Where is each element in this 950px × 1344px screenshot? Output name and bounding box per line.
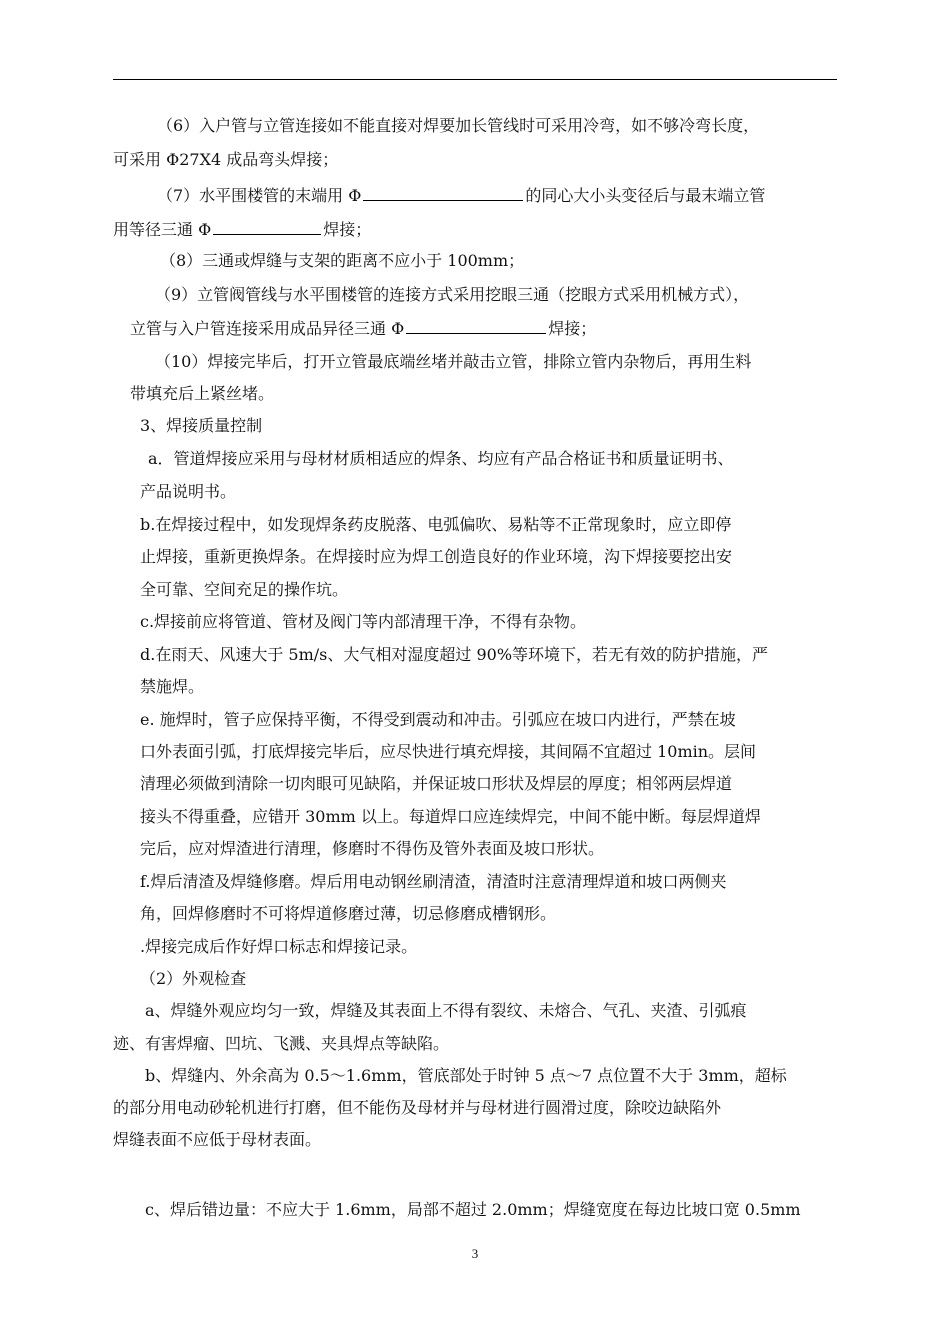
text-line: 角，回焊修磨时不可将焊道修磨过薄，切忌修磨成槽钢形。	[140, 904, 557, 923]
text-line: （6）入户管与立管连接如不能直接对焊要加长管线时可采用冷弯，如不够冷弯长度，	[157, 116, 760, 135]
text-line: （9）立管阀管线与水平围楼管的连接方式采用挖眼三通（挖眼方式采用机械方式），	[155, 285, 750, 304]
text-line: 禁施焊。	[140, 677, 205, 696]
text-line-with-blank	[130, 318, 596, 338]
text-line: c.焊接前应将管道、管材及阀门等内部清理干净，不得有杂物。	[140, 612, 587, 631]
text-segment: 的同心大小头变径后与最末端立管	[525, 186, 766, 205]
text-line: a．管道焊接应采用与母材材质相适应的焊条、均应有产品合格证书和质量证明书、	[148, 449, 734, 468]
page-number: 3	[471, 1246, 479, 1261]
text-line: e. 施焊时，管子应保持平衡，不得受到震动和冲击。引弧应在坡口内进行，严禁在坡	[140, 710, 736, 729]
text-line: （8）三通或焊缝与支架的距离不应小于 100mm；	[160, 251, 525, 270]
fill-in-blank	[406, 318, 546, 334]
fill-in-blank	[363, 185, 523, 201]
text-line-with-blank	[113, 219, 371, 239]
text-line: 迹、有害焊瘤、凹坑、飞溅、夹具焊点等缺陷。	[113, 1034, 450, 1053]
text-line: d.在雨天、风速大于 5m/s、大气相对湿度超过 90%等环境下，若无有效的防护措施，严	[140, 645, 769, 664]
text-line: 带填充后上紧丝堵。	[130, 384, 275, 403]
text-line: f.焊后清渣及焊缝修磨。焊后用电动钢丝刷清渣，清渣时注意清理焊道和坡口两侧夹	[140, 872, 727, 891]
header-rule	[113, 79, 837, 80]
fill-in-blank	[213, 219, 321, 235]
text-line: 接头不得重叠，应错开 30mm 以上。每道焊口应连续焊完，中间不能中断。每层焊道焊	[140, 807, 761, 826]
text-line: 全可靠、空间充足的操作坑。	[140, 580, 349, 599]
subsection-heading: （2）外观检查	[140, 969, 247, 988]
text-line: 可采用 Φ27X4 成品弯头焊接；	[113, 150, 339, 169]
text-line-with-blank	[157, 185, 765, 205]
text-segment: 立管与入户管连接采用成品异径三通 Φ	[130, 319, 405, 338]
text-segment: （7）水平围楼管的末端用 Φ	[157, 186, 362, 205]
text-line: 清理必须做到清除一切肉眼可见缺陷，并保证坡口形状及焊层的厚度；相邻两层焊道	[140, 774, 733, 793]
text-line: （10）焊接完毕后，打开立管最底端丝堵并敲击立管，排除立管内杂物后，再用生料	[155, 352, 752, 371]
text-segment: 用等径三通 Φ	[113, 220, 212, 239]
text-line: 焊缝表面不应低于母材表面。	[113, 1130, 322, 1149]
text-segment: 焊接；	[323, 220, 372, 239]
text-line: 口外表面引弧，打底焊接完毕后，应尽快进行填充焊接，其间隔不宜超过 10min。层间	[140, 742, 757, 761]
text-line: 完后，应对焊渣进行清理，修磨时不得伤及管外表面及坡口形状。	[140, 839, 605, 858]
text-line: b.在焊接过程中，如发现焊条药皮脱落、电弧偏吹、易粘等不正常现象时，应立即停	[140, 515, 732, 534]
text-line: .焊接完成后作好焊口标志和焊接记录。	[140, 937, 418, 956]
text-line: 的部分用电动砂轮机进行打磨，但不能伤及母材并与母材进行圆滑过度，除咬边缺陷外	[113, 1098, 722, 1117]
text-line: 止焊接，重新更换焊条。在焊接时应为焊工创造良好的作业环境，沟下焊接要挖出安	[140, 547, 733, 566]
text-line: a、焊缝外观应均匀一致，焊缝及其表面上不得有裂纹、未熔合、气孔、夹渣、引弧痕	[145, 1001, 747, 1020]
text-line: 产品说明书。	[140, 482, 237, 501]
text-segment: 焊接；	[548, 319, 597, 338]
text-line: b、焊缝内、外余高为 0.5～1.6mm，管底部处于时钟 5 点～7 点位置不大于 3mm，超标	[145, 1066, 787, 1085]
text-line: c、焊后错边量：不应大于 1.6mm，局部不超过 2.0mm；焊缝宽度在每边比坡口宽 0.5mm	[145, 1200, 801, 1219]
section-heading: 3、焊接质量控制	[140, 416, 263, 435]
